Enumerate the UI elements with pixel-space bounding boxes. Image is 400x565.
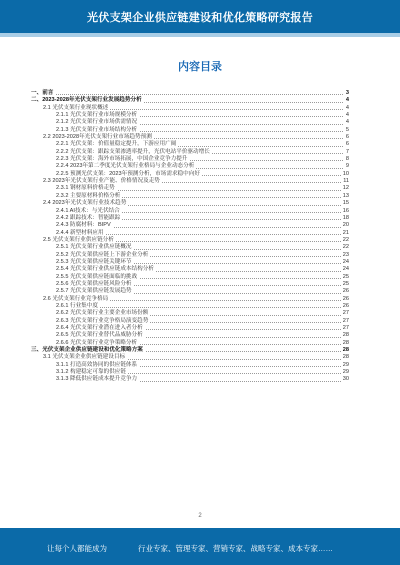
toc-entry-page: 13 <box>342 192 349 199</box>
toc-entry-label: 2.6 光伏支架行业竞争格局 <box>43 295 109 302</box>
toc-entry-label: 2.1.2 光伏支架行业市场供需情况 <box>56 119 138 126</box>
toc-entry-page: 8 <box>345 156 349 163</box>
toc-entry-label: 2.5.5 光伏支架供应链面临的挑战 <box>56 273 138 280</box>
toc-entry[interactable] <box>31 200 349 207</box>
toc-entry-page: 24 <box>342 258 349 265</box>
toc-entry-label: 2.2.1 光伏支架：价值量稳定提升，下游应用广阔 <box>56 141 177 148</box>
toc-entry-page: 25 <box>342 280 349 287</box>
toc-entry[interactable] <box>31 376 349 383</box>
toc-entry-page: 4 <box>345 104 349 111</box>
toc-entry-label: 2.1.1 光伏支架行业市场规模分析 <box>56 112 138 119</box>
toc-entry[interactable] <box>31 105 349 112</box>
toc-entry[interactable] <box>31 97 349 104</box>
toc-entry-page: 27 <box>342 325 349 331</box>
toc-entry-label: 3.1.3 降低供应链成本提升竞争力 <box>56 376 138 383</box>
toc-entry-label: 2.6.4 光伏支架行业潜在进入者分析 <box>56 325 143 331</box>
toc-entry[interactable] <box>31 149 349 156</box>
toc-entry-label: 三、光伏支架企业供应链建设和优化策略方案 <box>31 347 143 354</box>
toc-entry-label: 2.1.3 光伏支架行业市场结构分析 <box>56 126 138 133</box>
toc-entry-page: 28 <box>342 354 349 361</box>
toc-entry-page: 28 <box>342 347 349 354</box>
header-bar <box>0 0 400 33</box>
toc-entry-label: 2.6.6 光伏支架行业竞争策略分析 <box>56 339 138 346</box>
toc-entry[interactable] <box>31 288 349 295</box>
toc-entry[interactable] <box>31 222 349 229</box>
toc-entry-label: 2.3 2023年光伏支架行业产能、价格情况及走势 <box>43 178 160 185</box>
toc-entry-label: 2.5.3 光伏支架供应链关键环节 <box>56 258 132 265</box>
toc-entry-page: 23 <box>342 251 349 258</box>
toc-entry-page: 22 <box>342 244 349 251</box>
toc-entry-page: 16 <box>342 207 349 214</box>
toc-entry-label: 2.2.3 光伏支架：海外市场拓展，中国企业竞争力提升 <box>56 156 188 163</box>
toc-entry-label: 2.6.1 行业集中度 <box>56 302 98 309</box>
toc-entry[interactable] <box>31 244 349 251</box>
toc-entry-label: 2.5.7 光伏支架供应链发展趋势 <box>56 288 132 295</box>
toc-entry[interactable] <box>31 310 349 317</box>
toc-entry-page: 29 <box>342 361 349 368</box>
toc-entry-page: 4 <box>345 97 349 104</box>
toc-entry-page: 27 <box>342 310 349 317</box>
toc-leader <box>31 94 349 95</box>
toc-entry-page: 15 <box>342 200 349 207</box>
toc-entry-label: 2.5.1 光伏支架行业供应链概况 <box>56 244 132 251</box>
toc-entry-label: 2.2.2 光伏支架：跟踪支架渗透率提升，光伏电站平价驱动增长 <box>56 148 210 155</box>
toc-entry-page: 6 <box>345 141 349 148</box>
toc-entry-label: 2.3.2 主要原材料价格分析 <box>56 192 121 199</box>
toc-entry-page: 28 <box>342 332 349 339</box>
toc-entry[interactable] <box>31 163 349 170</box>
toc-entry[interactable] <box>31 332 349 339</box>
toc-entry[interactable] <box>31 296 349 303</box>
toc-entry-label: 二、2023-2028年光伏支架行业发展趋势分析 <box>31 97 142 104</box>
toc-entry-page: 22 <box>342 236 349 243</box>
toc-entry-page: 20 <box>342 222 349 229</box>
toc-entry-page: 9 <box>345 163 349 170</box>
footer-tagline: 行业专家、管理专家、营销专家、战略专家、成本专家…… <box>138 544 333 553</box>
toc-entry[interactable] <box>31 185 349 192</box>
toc-entry-page: 26 <box>342 295 349 302</box>
toc-entry-label: 2.4.3 防腐材料：BIPV <box>56 222 111 229</box>
toc-entry-page: 4 <box>345 119 349 126</box>
toc-entry-label: 2.4.1 AI技术：与光伏结合 <box>56 207 120 214</box>
toc-entry-label: 2.5.2 光伏支架供应链上下游企业分析 <box>56 251 149 258</box>
toc-entry[interactable] <box>31 362 349 369</box>
toc-entry-label: 2.6.3 光伏支架行业竞争格局演变趋势 <box>56 317 149 324</box>
toc-entry[interactable] <box>31 274 349 281</box>
toc-entry-page: 24 <box>342 266 349 273</box>
toc-entry-label: 2.2.4 2023年第二季度光伏支架行业格局与企业动态分析 <box>56 163 195 170</box>
toc-entry-page: 5 <box>345 126 349 133</box>
toc-title: 内容目录 <box>178 61 222 73</box>
toc-entry-label: 2.4 2023年光伏支架行业技术趋势 <box>43 200 127 207</box>
toc-entry[interactable] <box>31 266 349 273</box>
toc-entry-label: 2.5 光伏支架行业供应链分析 <box>43 236 114 243</box>
toc-entry-page: 12 <box>342 185 349 192</box>
toc-entry-page: 26 <box>342 288 349 295</box>
toc-entry-page: 27 <box>342 317 349 324</box>
header-band <box>0 33 400 37</box>
toc-entry[interactable] <box>31 252 349 259</box>
footer-bar <box>0 528 400 565</box>
toc-entry-page: 3 <box>345 90 349 96</box>
toc-entry[interactable] <box>31 127 349 134</box>
toc-entry[interactable] <box>31 119 349 126</box>
toc-entry-label: 2.3.1 钢材原料价格走势 <box>56 185 115 192</box>
toc-entry-label: 2.5.6 光伏支架供应链风险分析 <box>56 280 132 287</box>
toc-entry-page: 26 <box>342 302 349 309</box>
toc-entry-page: 28 <box>342 339 349 346</box>
toc-entry-label: 2.4.4 新型材料应用 <box>56 229 104 236</box>
toc-entry-label: 2.1 光伏支架行业现状概述 <box>43 104 109 111</box>
toc-entry-label: 一、前言 <box>31 90 54 96</box>
toc-entry-label: 2.6.5 光伏支架行业替代品威胁分析 <box>56 332 143 339</box>
report-title: 光伏支架企业供应链建设和优化策略研究报告 <box>87 12 313 24</box>
table-of-contents <box>31 90 349 384</box>
toc-entry[interactable] <box>31 230 349 237</box>
toc-entry-label: 3.1 光伏支架企业供应链建设目标 <box>43 354 126 361</box>
toc-entry-page: 25 <box>342 273 349 280</box>
page-number: 2 <box>198 513 202 519</box>
toc-entry-page: 4 <box>345 112 349 119</box>
toc-entry-page: 29 <box>342 369 349 376</box>
toc-entry[interactable] <box>31 354 349 361</box>
toc-entry-page: 10 <box>342 170 349 177</box>
toc-entry-label: 2.6.2 光伏支架行业主要企业市场份额 <box>56 310 149 317</box>
toc-entry[interactable] <box>31 141 349 148</box>
toc-entry-page: 11 <box>343 178 349 185</box>
footer-slogan: 让每个人都能成为 <box>47 544 107 553</box>
toc-entry-page: 18 <box>342 214 349 221</box>
toc-entry-label: 3.1.2 构建稳定可靠的供应链 <box>56 369 126 376</box>
toc-entry-label: 3.1.1 打造高效协同的供应链体系 <box>56 361 138 368</box>
toc-entry-label: 2.4.2 跟踪技术：智能跟踪 <box>56 214 121 221</box>
toc-entry-label: 2.5.4 光伏支架行业供应链成本结构分析 <box>56 266 154 273</box>
toc-entry-page: 21 <box>342 229 349 236</box>
toc-entry[interactable] <box>31 340 349 347</box>
toc-entry[interactable] <box>31 318 349 325</box>
toc-entry-page: 30 <box>342 376 349 383</box>
toc-entry-label: 2.2 2023-2028年光伏支架行业市场趋势预测 <box>43 134 152 141</box>
toc-entry-page: 6 <box>345 134 349 141</box>
toc-entry-page: 7 <box>345 148 349 155</box>
toc-entry-label: 2.2.5 预测光伏支架：2023年预测分析，市场需求稳中向好 <box>56 170 200 177</box>
toc-entry[interactable] <box>31 208 349 215</box>
